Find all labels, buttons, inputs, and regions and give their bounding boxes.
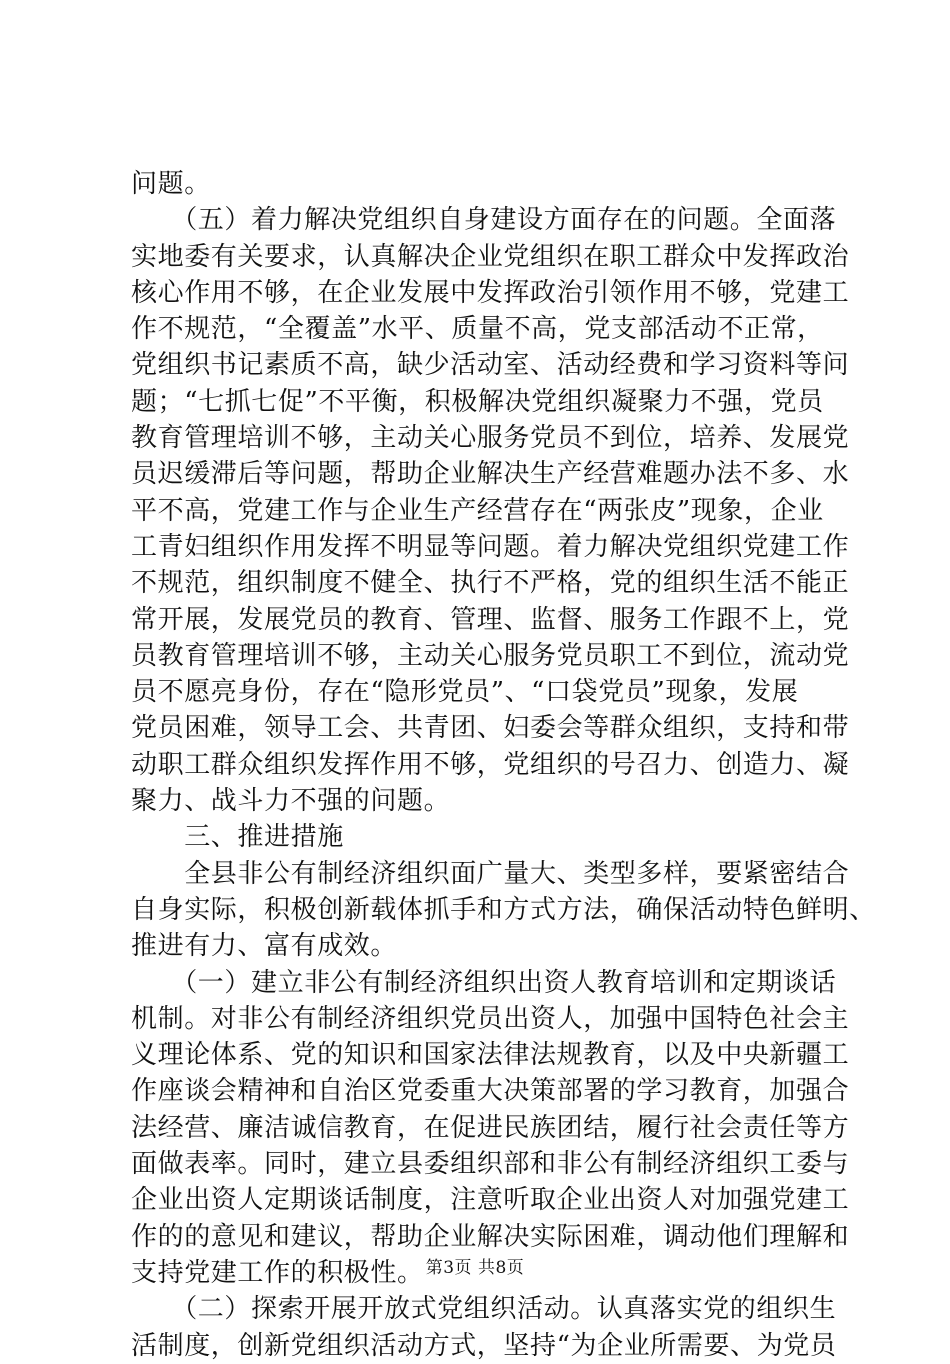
- text-line: 题；“七抓七促”不平衡，积极解决党组织凝聚力不强，党员: [131, 386, 824, 417]
- text-line: （一）建立非公有制经济组织出资人教育培训和定期谈话: [131, 967, 837, 998]
- text-line: 作不规范，“全覆盖”水平、质量不高，党支部活动不正常，: [131, 314, 824, 345]
- text-line: 核心作用不够，在企业发展中发挥政治引领作用不够，党建工: [131, 277, 850, 308]
- body-text: [131, 166, 876, 1364]
- text-line: 作的的意见和建议，帮助企业解决实际困难，调动他们理解和: [131, 1221, 850, 1252]
- text-line: 平不高，党建工作与企业生产经营存在“两张皮”现象，企业: [131, 495, 824, 526]
- text-line: 动职工群众组织发挥作用不够，党组织的号召力、创造力、凝: [131, 749, 850, 780]
- text-line: 义理论体系、党的知识和国家法律法规教育，以及中央新疆工: [131, 1040, 850, 1071]
- text-line: 员迟缓滞后等问题，帮助企业解决生产经营难题办法不多、水: [131, 459, 850, 490]
- text-line: 机制。对非公有制经济组织党员出资人，加强中国特色社会主: [131, 1003, 850, 1034]
- text-line: 企业出资人定期谈话制度，注意听取企业出资人对加强党建工: [131, 1185, 850, 1216]
- page-number-footer: 第3页 共8页: [425, 1258, 525, 1278]
- text-line: 党组织书记素质不高，缺少活动室、活动经费和学习资料等问: [131, 350, 850, 381]
- section-heading: 三、推进措施: [131, 822, 344, 853]
- text-line: 员教育管理培训不够，主动关心服务党员职工不到位，流动党: [131, 640, 850, 671]
- text-line: 作座谈会精神和自治区党委重大决策部署的学习教育，加强合: [131, 1076, 850, 1107]
- text-line: 员不愿亮身份，存在“隐形党员”、“口袋党员”现象，发展: [131, 677, 799, 708]
- text-line: 实地委有关要求，认真解决企业党组织在职工群众中发挥政治: [131, 241, 850, 272]
- text-line: 问题。: [131, 169, 211, 199]
- text-line: 活制度，创新党组织活动方式，坚持“为企业所需要、为党员: [131, 1330, 837, 1361]
- text-line: 聚力、战斗力不强的问题。: [131, 786, 451, 817]
- text-line: 法经营、廉洁诚信教育，在促进民族团结，履行社会责任等方: [131, 1112, 850, 1143]
- text-line: （五）着力解决党组织自身建设方面存在的问题。全面落: [131, 205, 837, 236]
- text-line: 全县非公有制经济组织面广量大、类型多样，要紧密结合: [131, 858, 850, 889]
- text-line: 党员困难，领导工会、共青团、妇委会等群众组织，支持和带: [131, 713, 850, 744]
- text-line: 不规范，组织制度不健全、执行不严格，党的组织生活不能正: [131, 568, 850, 599]
- text-line: 面做表率。同时，建立县委组织部和非公有制经济组织工委与: [131, 1149, 850, 1180]
- text-line: 教育管理培训不够，主动关心服务党员不到位，培养、发展党: [131, 423, 850, 454]
- text-line: 自身实际，积极创新载体抓手和方式方法，确保活动特色鲜明、: [131, 894, 876, 925]
- text-line: 支持党建工作的积极性。: [131, 1257, 424, 1288]
- text-line: 常开展，发展党员的教育、管理、监督、服务工作跟不上，党: [131, 604, 850, 635]
- text-line: 推进有力、富有成效。: [131, 931, 398, 962]
- text-line: 工青妇组织作用发挥不明显等问题。着力解决党组织党建工作: [131, 531, 850, 562]
- text-line: （二）探索开展开放式党组织活动。认真落实党的组织生: [131, 1294, 837, 1325]
